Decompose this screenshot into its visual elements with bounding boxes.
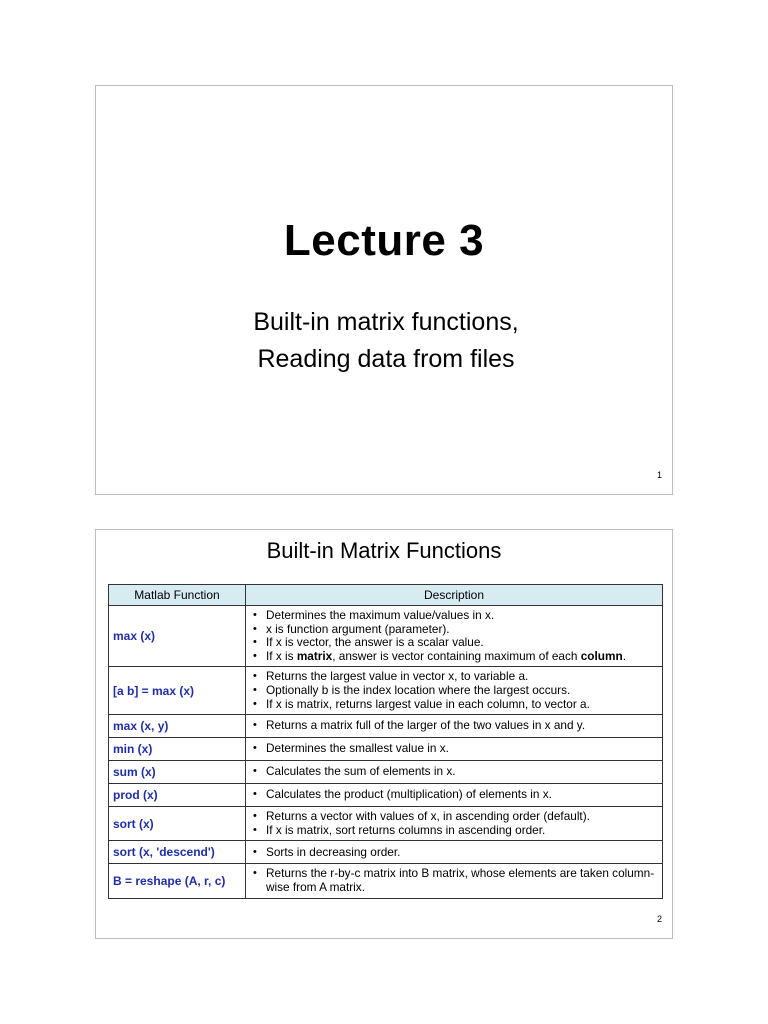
description-item: • Returns the r-by-c matrix into B matrix, whose elements are taken column-wise from A matrix. <box>262 867 658 894</box>
description-item: • If x is vector, the answer is a scalar value. <box>262 636 658 650</box>
description-list <box>250 867 658 894</box>
table-row <box>109 864 663 898</box>
description-item: • Returns a matrix full of the larger of the two values in x and y. <box>262 719 658 733</box>
description-item: • Calculates the sum of elements in x. <box>262 765 658 779</box>
page-number: 1 <box>656 470 662 480</box>
table-row <box>109 761 663 784</box>
table-row <box>109 841 663 864</box>
bold-term: column <box>580 648 623 663</box>
function-cell: [a b] = max (x) <box>109 667 246 715</box>
description-cell <box>246 807 663 841</box>
subtitle-line-2: Reading data from files <box>257 345 515 373</box>
lecture-title: Lecture 3 <box>283 216 485 265</box>
function-cell: min (x) <box>109 738 246 761</box>
function-cell: B = reshape (A, r, c) <box>109 864 246 898</box>
function-cell: sum (x) <box>109 761 246 784</box>
function-cell: sort (x) <box>109 807 246 841</box>
function-cell: sort (x, 'descend') <box>109 841 246 864</box>
description-list <box>250 742 658 756</box>
description-item: • Calculates the product (multiplication) of elements in x. <box>262 788 658 802</box>
header-function: Matlab Function <box>109 585 246 606</box>
slide-2 <box>95 529 673 939</box>
description-item <box>262 650 658 664</box>
description-cell <box>246 667 663 715</box>
description-item: • If x is matrix, sort returns columns in ascending order. <box>262 824 658 838</box>
description-list <box>250 765 658 779</box>
table-row <box>109 784 663 807</box>
functions-table <box>108 584 663 899</box>
description-cell <box>246 715 663 738</box>
text-segment: , answer is vector containing maximum of each <box>332 648 581 663</box>
description-list <box>250 719 658 733</box>
description-cell <box>246 761 663 784</box>
description-item: • Sorts in decreasing order. <box>262 846 658 860</box>
text-segment: If x is <box>266 648 297 663</box>
page-number: 2 <box>656 914 662 924</box>
header-description: Description <box>246 585 663 606</box>
subtitle-line-1: Built-in matrix functions, <box>253 308 519 336</box>
description-item: • Optionally b is the index location where the largest occurs. <box>262 684 658 698</box>
description-item: • Returns the largest value in vector x, to variable a. <box>262 670 658 684</box>
table-row <box>109 715 663 738</box>
bold-term: matrix <box>296 648 333 663</box>
description-cell <box>246 784 663 807</box>
slide-title: Built-in Matrix Functions <box>266 538 502 563</box>
description-list <box>250 846 658 860</box>
description-list <box>250 670 658 711</box>
table-row <box>109 667 663 715</box>
table-header-row <box>109 585 663 606</box>
lecture-subtitle <box>96 304 672 378</box>
description-list <box>250 609 658 663</box>
description-cell <box>246 738 663 761</box>
description-item: • Returns a vector with values of x, in ascending order (default). <box>262 810 658 824</box>
description-cell <box>246 864 663 898</box>
description-item: • If x is matrix, returns largest value in each column, to vector a. <box>262 698 658 712</box>
description-item: • x is function argument (parameter). <box>262 623 658 637</box>
function-cell: prod (x) <box>109 784 246 807</box>
table-body <box>109 606 663 899</box>
description-list <box>250 788 658 802</box>
text-segment: . <box>622 648 626 663</box>
table-row <box>109 807 663 841</box>
table-row <box>109 738 663 761</box>
function-cell: max (x, y) <box>109 715 246 738</box>
description-item: • Determines the maximum value/values in x. <box>262 609 658 623</box>
slide-1 <box>95 85 673 495</box>
table-row <box>109 606 663 667</box>
function-cell: max (x) <box>109 606 246 667</box>
description-list <box>250 810 658 837</box>
description-cell <box>246 606 663 667</box>
description-item: • Determines the smallest value in x. <box>262 742 658 756</box>
description-cell <box>246 841 663 864</box>
